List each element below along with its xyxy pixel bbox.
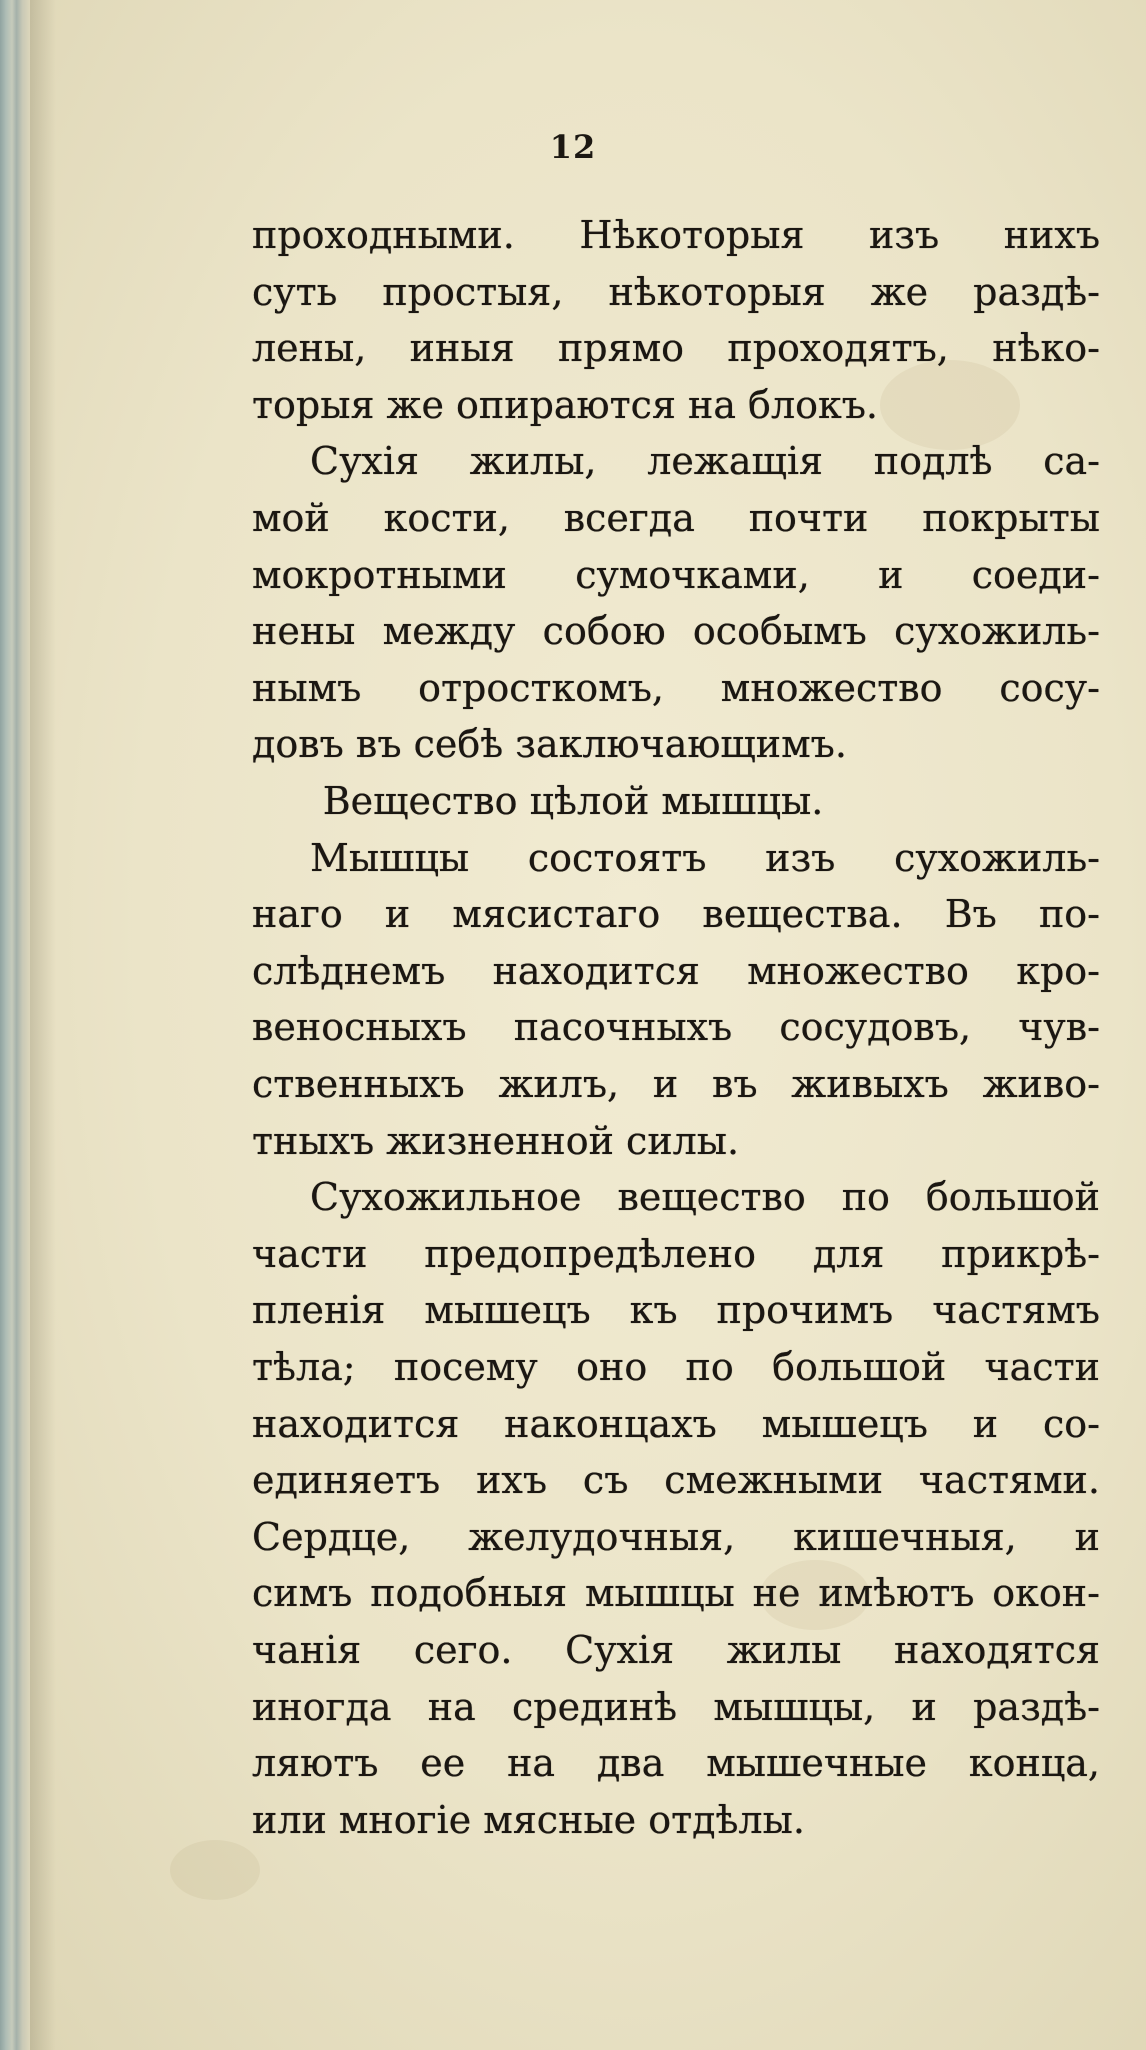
text-line (252, 1620, 1100, 1680)
word: иныя (409, 326, 515, 371)
word: желудочныя, (468, 1514, 736, 1559)
word: кро- (1016, 948, 1100, 993)
word: смежными (664, 1458, 884, 1503)
word: проходными. (252, 213, 515, 257)
word: пасочныхъ (513, 1005, 733, 1050)
text-line (252, 658, 1100, 718)
word: мой (252, 496, 330, 540)
word: частями. (918, 1458, 1100, 1503)
word: Сухія (310, 439, 419, 484)
word: вещество (617, 1175, 806, 1220)
text-line (310, 1167, 1100, 1227)
word: мышечные (706, 1741, 928, 1786)
word: посему (393, 1345, 538, 1389)
word: наго (252, 892, 343, 937)
word: на (427, 1684, 476, 1729)
text-line (310, 431, 1100, 491)
text-line (252, 1733, 1100, 1793)
word: находится (252, 1401, 460, 1446)
word: нѣко- (992, 326, 1100, 371)
word: Сухія (565, 1628, 675, 1672)
text-line (252, 488, 1100, 548)
word: подобныя (370, 1571, 568, 1616)
word: имѣютъ (818, 1571, 975, 1616)
text-line (252, 884, 1100, 944)
text-line (252, 1450, 1100, 1510)
word: мышцы (584, 1571, 735, 1616)
word: части (252, 1231, 368, 1276)
word: въ (711, 1062, 758, 1106)
word: сумочками, (575, 552, 810, 597)
text-line (252, 545, 1100, 605)
word: сухожиль- (894, 609, 1100, 654)
word: всегда (563, 496, 695, 540)
paper-stain (170, 1840, 260, 1900)
text-line: довъ въ себѣ заключающимъ. (252, 722, 847, 767)
word: раздѣ- (973, 269, 1100, 314)
word: сосу- (999, 665, 1100, 710)
text-line: или многіе мясные отдѣлы. (252, 1797, 805, 1842)
word: мышцы, (713, 1684, 876, 1729)
word: множество (747, 948, 969, 993)
word: кишечныя, (793, 1514, 1017, 1559)
word: состоятъ (527, 835, 707, 880)
word: и (652, 1062, 679, 1106)
word: прочимъ (716, 1288, 894, 1333)
word: по- (1038, 892, 1100, 937)
word: и (878, 552, 904, 597)
word: живо- (982, 1062, 1100, 1106)
word: изъ (868, 213, 940, 257)
word: слѣднемъ (252, 948, 446, 993)
word: конца, (968, 1741, 1100, 1786)
word: по (685, 1345, 734, 1389)
text-line (252, 1054, 1100, 1114)
word: единяетъ (252, 1458, 441, 1503)
text-line (252, 997, 1100, 1057)
word: по (841, 1175, 890, 1220)
word: тѣла; (252, 1345, 356, 1389)
word: нены (252, 609, 356, 654)
word: ляютъ (252, 1741, 379, 1786)
word: чанія (252, 1628, 362, 1672)
word: для (812, 1231, 885, 1276)
word: находится (492, 948, 700, 993)
word: два (596, 1741, 665, 1786)
word: сосудовъ, (779, 1005, 972, 1050)
word: большой (772, 1345, 947, 1389)
text-line: торыя же опираются на блокъ. (252, 382, 878, 427)
word: изъ (765, 835, 836, 880)
word: прямо (557, 326, 684, 371)
word: ственныхъ (252, 1062, 465, 1106)
word: раздѣ- (973, 1684, 1100, 1729)
word: Нѣкоторыя (579, 213, 805, 257)
word: мокротными (252, 552, 507, 597)
word: оно (576, 1345, 648, 1389)
word: особымъ (692, 609, 867, 654)
word: и (384, 892, 411, 937)
word: прикрѣ- (941, 1231, 1100, 1276)
word: лежащія (647, 439, 823, 484)
word: Сердце, (252, 1514, 411, 1559)
word: мышецъ (424, 1288, 591, 1333)
text-line (252, 1280, 1100, 1340)
word: собою (542, 609, 666, 654)
word: нѣкоторыя (608, 269, 826, 314)
word: подлѣ (873, 439, 993, 484)
word: иногда (252, 1684, 392, 1729)
text-line (252, 1224, 1100, 1284)
word: множество (720, 665, 943, 710)
word: большой (925, 1175, 1100, 1220)
word: наконцахъ (504, 1401, 717, 1446)
word: жилъ, (498, 1062, 620, 1106)
word: Мышцы (310, 835, 470, 880)
word: соеди- (971, 552, 1100, 597)
word: жилы (726, 1628, 842, 1672)
text-line (252, 1677, 1100, 1737)
word: нихъ (1003, 213, 1100, 257)
section-heading: Вещество цѣлой мышцы. (322, 779, 824, 823)
word: веносныхъ (252, 1005, 467, 1050)
word: нымъ (252, 665, 362, 710)
word: ее (420, 1741, 466, 1786)
page-number: 12 (549, 128, 597, 166)
word: ихъ (476, 1458, 548, 1503)
word: съ (582, 1458, 629, 1503)
word: кости, (383, 496, 510, 540)
word: проходятъ, (727, 326, 949, 371)
word: со- (1043, 1401, 1100, 1446)
text-line (252, 941, 1100, 1001)
word: живыхъ (791, 1062, 949, 1106)
word: Въ (944, 892, 997, 937)
word: и (1074, 1514, 1100, 1559)
word: покрыты (922, 496, 1100, 540)
word: жилы, (469, 439, 597, 484)
word: не (752, 1571, 801, 1616)
word: простыя, (382, 269, 564, 314)
word: Сухожильное (310, 1175, 582, 1220)
word: сухожиль- (894, 835, 1100, 880)
word: окон- (992, 1571, 1100, 1616)
text-line (252, 1563, 1100, 1623)
book-binding-edge (0, 0, 30, 2050)
word: частямъ (932, 1288, 1100, 1333)
word: къ (629, 1288, 678, 1333)
word: части (984, 1345, 1100, 1389)
word: са- (1043, 439, 1100, 484)
word: лены, (252, 326, 367, 371)
text-line (252, 262, 1100, 322)
word: и (911, 1684, 937, 1729)
text-line (310, 828, 1100, 888)
text-line: тныхъ жизненной силы. (252, 1118, 740, 1163)
word: на (507, 1741, 556, 1786)
word: же (870, 269, 929, 314)
word: и (972, 1401, 999, 1446)
text-line (252, 601, 1100, 661)
word: находятся (894, 1628, 1100, 1672)
text-line (252, 318, 1100, 378)
gutter-shadow (30, 0, 56, 2050)
word: чув- (1018, 1005, 1100, 1050)
word: предопредѣлено (424, 1231, 756, 1276)
word: симъ (252, 1571, 353, 1616)
word: сего. (413, 1628, 513, 1672)
word: пленія (252, 1288, 386, 1333)
text-line (252, 1394, 1100, 1454)
word: суть (252, 269, 338, 314)
word: мышецъ (761, 1401, 928, 1446)
text-line (252, 1507, 1100, 1567)
word: мясистаго (452, 892, 661, 937)
word: между (382, 609, 516, 654)
word: срединѣ (512, 1684, 678, 1729)
text-line (252, 1337, 1100, 1397)
word: почти (748, 496, 869, 540)
text-line (252, 205, 1100, 265)
word: вещества. (702, 892, 903, 937)
word: отросткомъ, (418, 665, 664, 710)
